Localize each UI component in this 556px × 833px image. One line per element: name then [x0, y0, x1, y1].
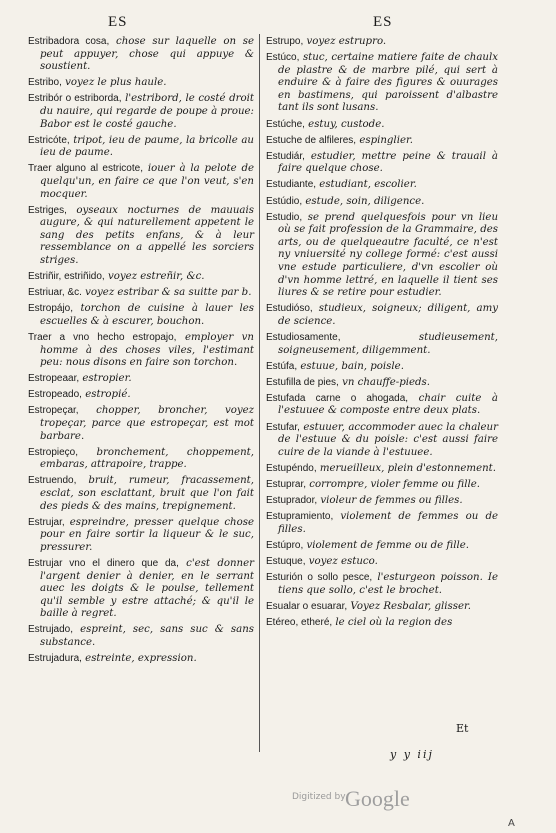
headword: Estropeado, — [28, 389, 82, 401]
definition: employer vn homme à des choses viles, l'estimant peu: nous disons en faire son torchon. — [40, 331, 254, 369]
headword: Estropájo, — [28, 303, 74, 315]
dictionary-entry — [28, 624, 254, 649]
headword: Estrupo, — [266, 36, 304, 47]
dictionary-entry — [266, 601, 498, 614]
definition: espinglier. — [359, 134, 413, 146]
dictionary-entry — [28, 332, 254, 370]
dictionary-entry — [266, 196, 498, 209]
dictionary-entry — [266, 572, 498, 597]
dictionary-entry — [266, 135, 498, 148]
dictionary-entry — [28, 36, 254, 74]
headword: Estúche, — [266, 118, 305, 130]
dictionary-entry — [266, 556, 498, 569]
dictionary-entry — [266, 479, 498, 492]
headword: Estrujadura, — [28, 653, 82, 665]
column-divider — [259, 34, 260, 752]
dictionary-entry — [266, 463, 498, 476]
headword: Estupramiento, — [266, 511, 334, 523]
definition: studieusement, soigneusement, diligemment. — [278, 331, 498, 356]
dictionary-entry — [28, 271, 254, 284]
definition: espreindre, presser quelque chose pour en faire sortir la liqueur & le suc, pressurer. — [40, 516, 254, 553]
corner-mark: A — [508, 818, 515, 829]
definition: violeur de femmes ou filles. — [320, 495, 463, 506]
definition: c'est donner l'argent denier à denier, en le serrant auec les doigts & le poulse, tellement qu'il semble y estre attaché; & qu'il le baille à regret. — [40, 557, 254, 620]
definition: oyseaux nocturnes de mauuais augure, & qui naturellement appetent le sang des petits enfans, & à leur ressemblance on a appellé les sorciers striges. — [40, 204, 254, 266]
definition: voyez le plus haule. — [65, 77, 167, 89]
headword: Esturión o sollo pesce, — [266, 571, 373, 583]
dictionary-entry — [266, 361, 498, 374]
dictionary-entry — [266, 151, 498, 176]
definition: le ciel où la region des — [335, 616, 453, 628]
headword: Etéreo, etheré, — [266, 616, 333, 628]
dictionary-entry — [28, 135, 254, 160]
dictionary-entry — [266, 332, 498, 357]
google-watermark: Google — [345, 786, 410, 811]
definition: estuy, custode. — [308, 118, 385, 130]
definition: torchon de cuisine à lauer les escuelles & à escurer, bouchon. — [40, 303, 254, 327]
definition: estuuer, accommoder auec la chaleur de l'estuue & du poisle: c'est aussi faire cuire de la viande à l'estuuee. — [278, 421, 498, 458]
right-column — [266, 36, 498, 633]
dictionary-entry — [266, 393, 498, 418]
definition: voyez estuco. — [308, 555, 378, 567]
definition: l'esturgeon poisson. Ie tiens que sollo, c'est le brochet. — [278, 571, 498, 596]
headword: Estúdio, — [266, 195, 303, 207]
headword: Estriges, — [28, 204, 67, 216]
catchword: Et — [456, 722, 469, 735]
headword: Estúco, — [266, 52, 300, 64]
headword: Estudio, — [266, 211, 303, 223]
definition: estropié. — [85, 389, 131, 401]
dictionary-entry — [28, 517, 254, 555]
definition: estuue, bain, poisle. — [300, 360, 404, 372]
headword: Estribór o estriborda, — [28, 93, 122, 105]
headword: Estupéndo, — [266, 462, 317, 474]
definition: corrompre, violer femme ou fille. — [309, 478, 480, 490]
dictionary-entry — [266, 212, 498, 300]
definition: estropier. — [82, 373, 132, 385]
definition: chose sur laquelle on se peut appuyer, chose qui appuye & soustient. — [40, 36, 254, 73]
definition: Voyez Resbalar, glisser. — [350, 600, 471, 612]
definition: bruit, rumeur, fracassement, esclat, son esclattant, bruit que l'on fait des pieds & des mains, trepignement. — [40, 475, 254, 512]
dictionary-entry — [28, 447, 254, 472]
running-head-left: ES — [108, 14, 128, 30]
definition: vn chauffe-pieds. — [342, 376, 431, 388]
definition: voyez estrupro. — [306, 36, 387, 47]
headword: Estuche de alfileres, — [266, 134, 357, 146]
dictionary-entry — [266, 303, 498, 328]
definition: bronchement, choppement, embaras, attrapoire, trappe. — [40, 446, 254, 471]
headword: Estriñir, estriñido, — [28, 271, 105, 283]
headword: Estudiár, — [266, 150, 305, 162]
dictionary-entry — [266, 377, 498, 390]
definition: violement de femme ou de fille. — [306, 539, 469, 551]
dictionary-entry — [28, 303, 254, 328]
headword: Estufilla de pies, — [266, 376, 339, 388]
headword: Estrujar vno el dinero que da, — [28, 557, 179, 569]
dictionary-entry — [266, 52, 498, 115]
headword: Estrujado, — [28, 624, 74, 636]
dictionary-entry — [28, 205, 254, 268]
left-column — [28, 36, 254, 669]
signature-mark: y y iij — [390, 748, 434, 761]
headword: Estuprar, — [266, 478, 307, 490]
dictionary-entry — [28, 77, 254, 90]
dictionary-entry — [266, 495, 498, 508]
running-head-right: ES — [373, 14, 393, 30]
dictionary-entry — [28, 287, 254, 300]
headword: Estribo, — [28, 77, 62, 89]
definition: violement de femmes ou de filles. — [278, 511, 498, 535]
definition: estude, soin, diligence. — [305, 195, 425, 207]
dictionary-entry — [266, 179, 498, 192]
definition: espreint, sec, sans suc & sans substance. — [40, 624, 254, 649]
definition: estreinte, expression. — [85, 653, 197, 665]
headword: Estriuar, &c. — [28, 287, 82, 299]
dictionary-entry — [28, 93, 254, 131]
headword: Estricóte, — [28, 134, 70, 146]
headword: Traer alguno al estricote, — [28, 163, 143, 175]
headword: Estufar, — [266, 421, 300, 433]
headword: Estropeçar, — [28, 405, 79, 417]
headword: Estúpro, — [266, 539, 304, 551]
dictionary-entry — [28, 475, 254, 513]
definition: l'estribord, le costé droit du nauire, qui regarde de poupe à proue: Babor est le costé gauche. — [40, 93, 254, 130]
dictionary-entry — [266, 36, 498, 49]
definition: voyez estreñir, &c. — [107, 271, 205, 283]
headword: Estropeaar, — [28, 373, 80, 385]
digitized-by-label: Digitized by — [292, 792, 346, 802]
dictionary-entry — [28, 405, 254, 443]
dictionary-entry — [28, 558, 254, 621]
definition: merueilleux, plein d'estonnement. — [319, 462, 497, 474]
headword: Estrujar, — [28, 516, 65, 528]
headword: Estufada carne o ahogada, — [266, 392, 409, 404]
definition: estudier, mettre peine & trauail à faire quelque chose. — [278, 150, 498, 175]
dictionary-entry — [266, 617, 498, 630]
definition: se prend quelquesfois pour vn lieu où se fait profession de la Grammaire, des arts, ou de quelqueautre faculté, ce n'est ny vniuersité ny college formé: c'est aussi vne estude particuliere, d'vn escolier où d'vn homme lettré, en laquelle il tient ses liures & se retire pour estudier. — [278, 211, 498, 299]
headword: Estropieço, — [28, 446, 79, 458]
dictionary-entry — [28, 373, 254, 386]
definition: estudiant, escolier. — [319, 179, 417, 191]
dictionary-entry — [266, 511, 498, 536]
headword: Estudiante, — [266, 179, 317, 191]
dictionary-entry — [266, 422, 498, 460]
dictionary-entry — [28, 163, 254, 201]
headword: Esualar o esuarar, — [266, 600, 348, 612]
dictionary-entry — [266, 119, 498, 132]
headword: Estuque, — [266, 555, 306, 567]
definition: stuc, certaine matiere faite de chaulx de plastre & de marbre pilé, qui sert à enduire & à faire des figures & ouurages en bastimens, qui paroissent d'albastre tant ils sont lusans. — [278, 52, 498, 114]
definition: studieux, soigneux; diligent, amy de science. — [278, 303, 498, 327]
headword: Estuprador, — [266, 495, 318, 506]
headword: Estudiosamente, — [266, 331, 341, 343]
definition: voyez estribar & sa suitte par b. — [85, 287, 252, 299]
dictionary-entry — [28, 389, 254, 402]
headword: Estudióso, — [266, 303, 313, 315]
definition: iouer à la pelote de quelqu'un, en faire ce que l'on veut, s'en mocquer. — [40, 163, 254, 200]
definition: chair cuite à l'estuuee & composte entre deux plats. — [278, 392, 499, 417]
definition: tripot, ieu de paume, la bricolle au ieu de paume. — [40, 134, 254, 159]
dictionary-entry — [266, 540, 498, 553]
dictionary-entry — [28, 653, 254, 666]
headword: Estribadora cosa, — [28, 36, 110, 47]
headword: Estúfa, — [266, 360, 298, 372]
headword: Estruendo, — [28, 475, 77, 487]
definition: chopper, broncher, voyez tropeçar, parce que estropeçar, est mot barbare. — [40, 405, 254, 442]
headword: Traer a vno hecho estropajo, — [28, 331, 177, 343]
